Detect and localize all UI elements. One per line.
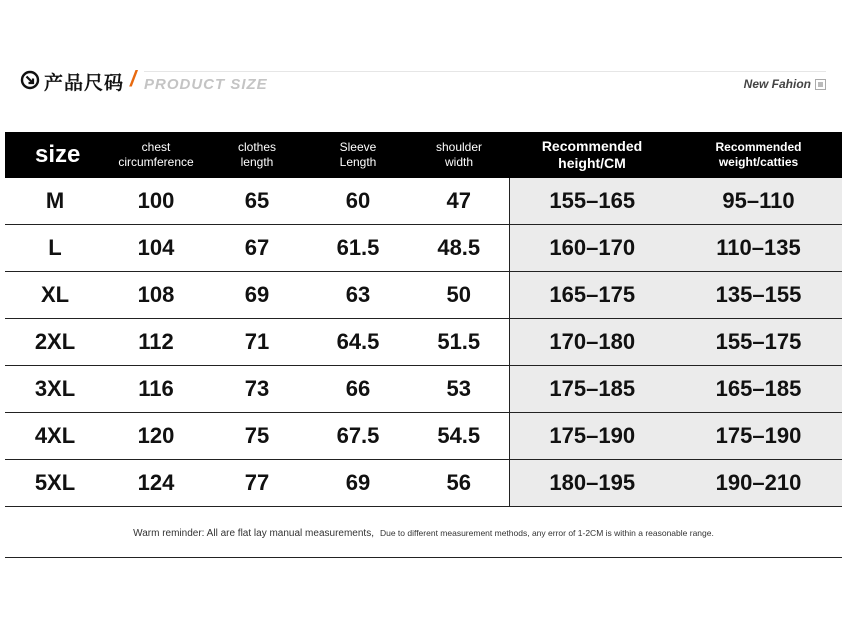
table-row <box>5 366 842 413</box>
header-chest: chest circumference <box>105 132 207 178</box>
cell-chest: 116 <box>105 366 207 413</box>
cell-length: 73 <box>207 366 307 413</box>
cell-sleeve: 61.5 <box>307 225 409 272</box>
cell-height: 170–180 <box>509 319 675 366</box>
cell-height: 180–195 <box>509 460 675 507</box>
cell-sleeve: 67.5 <box>307 413 409 460</box>
cell-shoulder: 50 <box>409 272 509 319</box>
cell-weight: 110–135 <box>675 225 842 272</box>
cell-length: 65 <box>207 178 307 225</box>
table-row <box>5 413 842 460</box>
section-title-cn: 产品尺码 <box>44 72 125 94</box>
cell-weight: 165–185 <box>675 366 842 413</box>
cell-shoulder: 54.5 <box>409 413 509 460</box>
table-row <box>5 319 842 366</box>
cell-size: 3XL <box>5 366 105 413</box>
cell-size: 5XL <box>5 460 105 507</box>
header-recommended-weight: Recommended weight/catties <box>675 132 842 178</box>
cell-sleeve: 66 <box>307 366 409 413</box>
cell-length: 67 <box>207 225 307 272</box>
table-row <box>5 178 842 225</box>
table-row <box>5 460 842 507</box>
cell-size: 4XL <box>5 413 105 460</box>
arrow-circle-icon <box>20 70 40 90</box>
cell-size: L <box>5 225 105 272</box>
cell-weight: 190–210 <box>675 460 842 507</box>
cell-sleeve: 64.5 <box>307 319 409 366</box>
square-icon <box>815 79 826 90</box>
cell-length: 69 <box>207 272 307 319</box>
table-row <box>5 272 842 319</box>
cell-shoulder: 53 <box>409 366 509 413</box>
header-recommended-height: Recommended height/CM <box>509 132 675 178</box>
cell-shoulder: 51.5 <box>409 319 509 366</box>
cell-chest: 124 <box>105 460 207 507</box>
tagline-text: New Fahion <box>743 77 811 91</box>
table-row <box>5 225 842 272</box>
cell-size: XL <box>5 272 105 319</box>
cell-height: 175–185 <box>509 366 675 413</box>
cell-size: M <box>5 178 105 225</box>
cell-height: 175–190 <box>509 413 675 460</box>
cell-sleeve: 69 <box>307 460 409 507</box>
cell-chest: 100 <box>105 178 207 225</box>
header-rule <box>144 71 826 72</box>
cell-height: 165–175 <box>509 272 675 319</box>
cell-weight: 95–110 <box>675 178 842 225</box>
cell-chest: 104 <box>105 225 207 272</box>
cell-length: 77 <box>207 460 307 507</box>
header-sleeve-length: Sleeve Length <box>307 132 409 178</box>
cell-shoulder: 48.5 <box>409 225 509 272</box>
note-main: Warm reminder: All are flat lay manual measurements, <box>133 528 374 539</box>
header-clothes-length: clothes length <box>207 132 307 178</box>
cell-sleeve: 60 <box>307 178 409 225</box>
cell-sleeve: 63 <box>307 272 409 319</box>
section-title-en: PRODUCT SIZE <box>144 76 268 93</box>
size-chart-table <box>5 132 842 507</box>
cell-height: 160–170 <box>509 225 675 272</box>
cell-chest: 112 <box>105 319 207 366</box>
cell-weight: 155–175 <box>675 319 842 366</box>
table-header-row <box>5 132 842 178</box>
note-detail: Due to different measurement methods, any error of 1-2CM is within a reasonable range. <box>379 528 714 538</box>
cell-chest: 108 <box>105 272 207 319</box>
tagline <box>744 77 826 91</box>
cell-shoulder: 56 <box>409 460 509 507</box>
section-header <box>20 66 830 96</box>
cell-chest: 120 <box>105 413 207 460</box>
cell-height: 155–165 <box>509 178 675 225</box>
cell-length: 71 <box>207 319 307 366</box>
header-shoulder-width: shoulder width <box>409 132 509 178</box>
header-size: size <box>5 132 105 178</box>
cell-size: 2XL <box>5 319 105 366</box>
title-separator: / <box>130 66 137 91</box>
measurement-note <box>5 511 842 558</box>
cell-weight: 135–155 <box>675 272 842 319</box>
cell-length: 75 <box>207 413 307 460</box>
cell-shoulder: 47 <box>409 178 509 225</box>
cell-weight: 175–190 <box>675 413 842 460</box>
